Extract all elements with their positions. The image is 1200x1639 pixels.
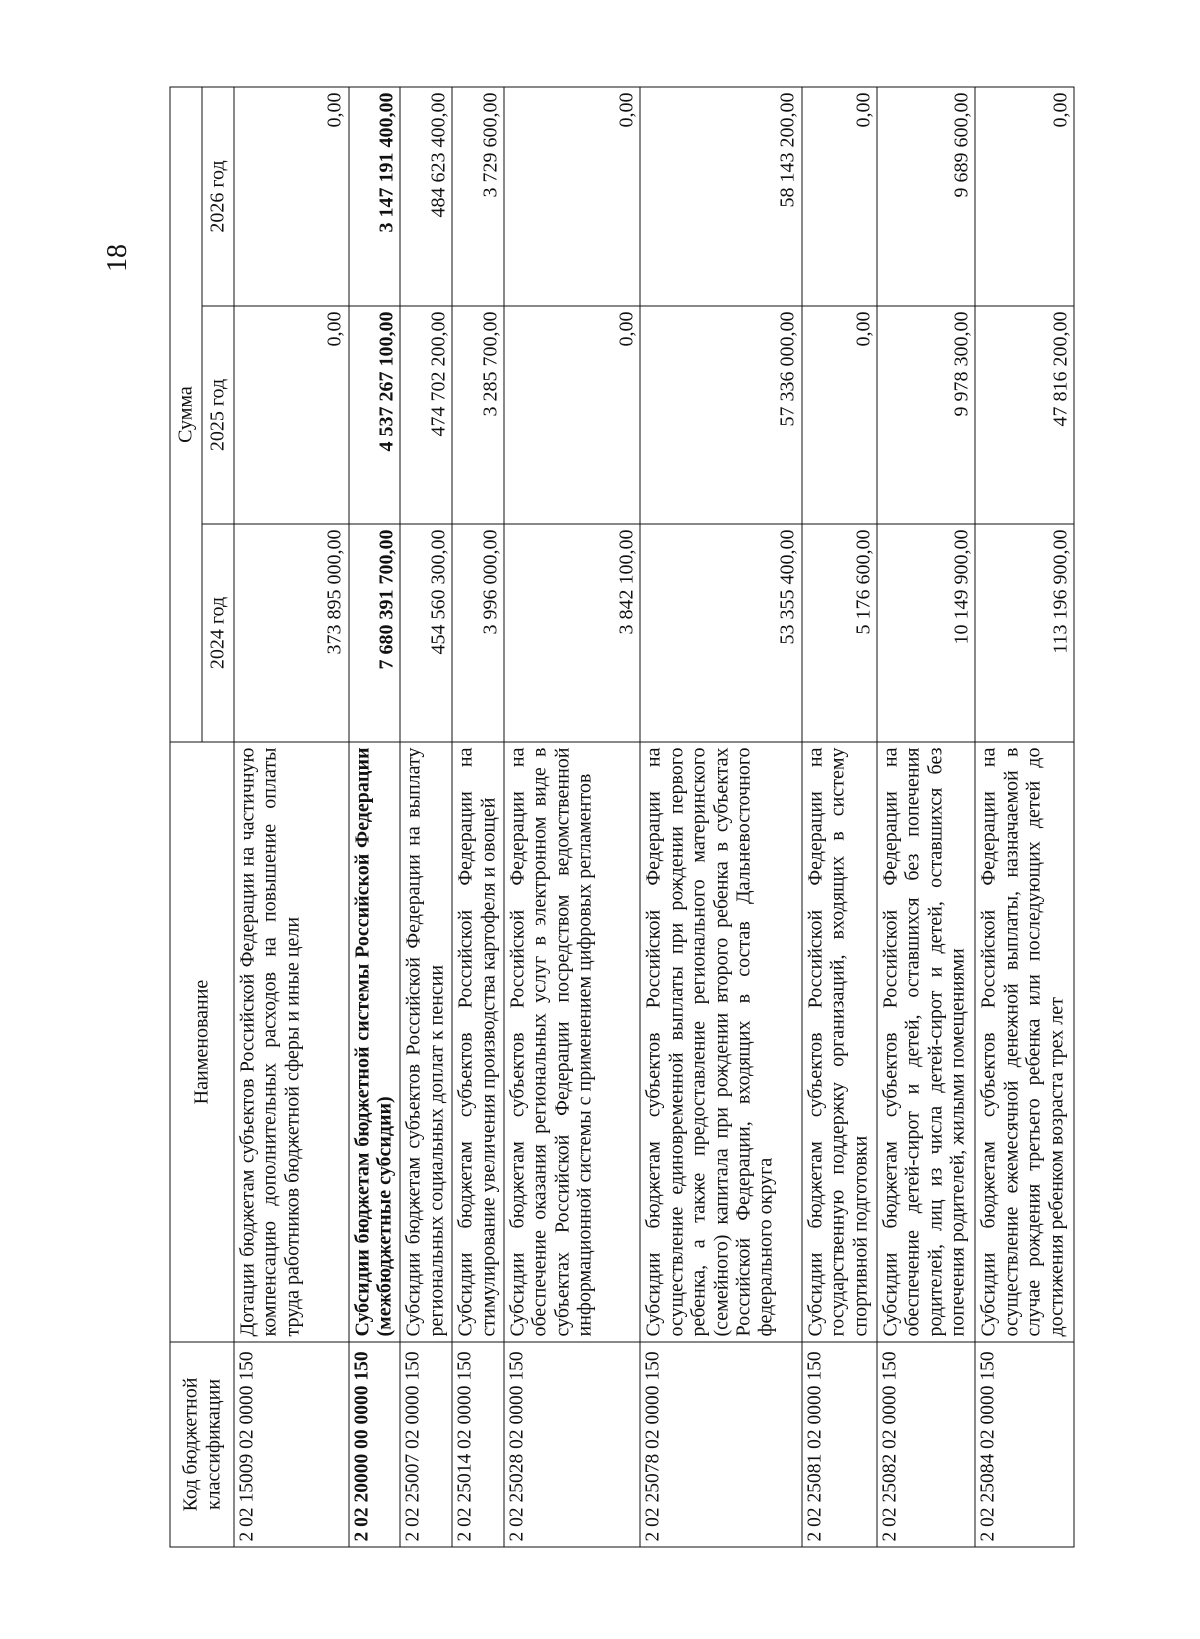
budget-table [170, 87, 1075, 1548]
cell-2024: 5 176 600,00 [802, 524, 877, 742]
cell-2024: 3 842 100,00 [504, 524, 640, 742]
cell-name: Дотации бюджетам субъектов Российской Федерации на частичную компенсацию дополнительных расходов на повышение оплаты труда работников бюджетной сферы и иные цели [234, 742, 349, 1342]
cell-2026: 3 729 600,00 [452, 87, 504, 306]
cell-code: 2 02 25082 02 0000 150 [877, 1342, 975, 1547]
cell-2026: 9 689 600,00 [877, 87, 975, 306]
cell-2026: 484 623 400,00 [400, 87, 452, 306]
cell-name: Субсидии бюджетам субъектов Российской Федерации на обеспечение детей-сирот и детей, оставшихся без попечения родителей, лиц из числа детей-сирот и детей, оставшихся без попечения родителей, жилыми помещениями [877, 742, 975, 1342]
rotated-table-container [170, 88, 1075, 1548]
table-row [234, 87, 349, 1547]
cell-name: Субсидии бюджетам субъектов Российской Федерации на выплату региональных социальных доплат к пенсии [400, 742, 452, 1342]
cell-2026: 0,00 [504, 87, 640, 306]
cell-2024: 53 355 400,00 [640, 524, 801, 742]
cell-code: 2 02 25028 02 0000 150 [504, 1342, 640, 1547]
cell-2024: 113 196 900,00 [975, 524, 1074, 742]
header-year-2025: 2025 год [202, 306, 234, 524]
table-row [975, 87, 1074, 1547]
header-year-2026: 2026 год [202, 87, 234, 306]
cell-2026: 0,00 [234, 87, 349, 306]
cell-2026: 0,00 [975, 87, 1074, 306]
cell-code: 2 02 25007 02 0000 150 [400, 1342, 452, 1547]
cell-2026: 3 147 191 400,00 [349, 87, 401, 306]
cell-2026: 58 143 200,00 [640, 87, 801, 306]
cell-2024: 454 560 300,00 [400, 524, 452, 742]
cell-2025: 0,00 [802, 306, 877, 524]
cell-code: 2 02 25014 02 0000 150 [452, 1342, 504, 1547]
table-row [400, 87, 452, 1547]
header-year-2024: 2024 год [202, 524, 234, 742]
cell-2025: 57 336 000,00 [640, 306, 801, 524]
header-sum: Сумма [170, 87, 202, 742]
cell-2025: 474 702 200,00 [400, 306, 452, 524]
cell-2025: 9 978 300,00 [877, 306, 975, 524]
cell-2025: 47 816 200,00 [975, 306, 1074, 524]
table-row [349, 87, 401, 1547]
header-code: Код бюджетной классификации [170, 1342, 234, 1547]
cell-2024: 10 149 900,00 [877, 524, 975, 742]
cell-name: Субсидии бюджетам субъектов Российской Федерации на государственную поддержку организаций, входящих в систему спортивной подготовки [802, 742, 877, 1342]
cell-2025: 3 285 700,00 [452, 306, 504, 524]
cell-2026: 0,00 [802, 87, 877, 306]
cell-2024: 3 996 000,00 [452, 524, 504, 742]
cell-name: Субсидии бюджетам субъектов Российской Федерации на осуществление единовременной выплаты при рождении первого ребенка, а также предоставление регионального материнского (семейного) капитала при рождении второго ребенка в субъектах Российской Федерации, входящих в состав Дальневосточного федерального округа [640, 742, 801, 1342]
cell-name: Субсидии бюджетам субъектов Российской Федерации на стимулирование увеличения производства картофеля и овощей [452, 742, 504, 1342]
table-row [640, 87, 801, 1547]
cell-2025: 0,00 [234, 306, 349, 524]
cell-code: 2 02 25078 02 0000 150 [640, 1342, 801, 1547]
cell-code: 2 02 15009 02 0000 150 [234, 1342, 349, 1547]
table-row [504, 87, 640, 1547]
cell-code: 2 02 20000 00 0000 150 [349, 1342, 401, 1547]
page-number: 18 [102, 244, 133, 272]
cell-code: 2 02 25081 02 0000 150 [802, 1342, 877, 1547]
table-body [234, 87, 1074, 1547]
cell-2024: 7 680 391 700,00 [349, 524, 401, 742]
table-header [170, 87, 234, 1547]
cell-2025: 0,00 [504, 306, 640, 524]
cell-name: Субсидии бюджетам субъектов Российской Федерации на осуществление ежемесячной денежной выплаты, назначаемой в случае рождения третьего ребенка или последующих детей до достижения ребенком возраста трех лет [975, 742, 1074, 1342]
cell-2025: 4 537 267 100,00 [349, 306, 401, 524]
cell-name: Субсидии бюджетам субъектов Российской Федерации на обеспечение оказания региональных услуг в электронном виде в субъектах Российской Федерации посредством ведомственной информационной системы с применением цифровых регламентов [504, 742, 640, 1342]
cell-code: 2 02 25084 02 0000 150 [975, 1342, 1074, 1547]
table-row [877, 87, 975, 1547]
header-name: Наименование [170, 742, 234, 1342]
cell-name: Субсидии бюджетам бюджетной системы Российской Федерации (межбюджетные субсидии) [349, 742, 401, 1342]
cell-2024: 373 895 000,00 [234, 524, 349, 742]
table-row [802, 87, 877, 1547]
table-row [452, 87, 504, 1547]
